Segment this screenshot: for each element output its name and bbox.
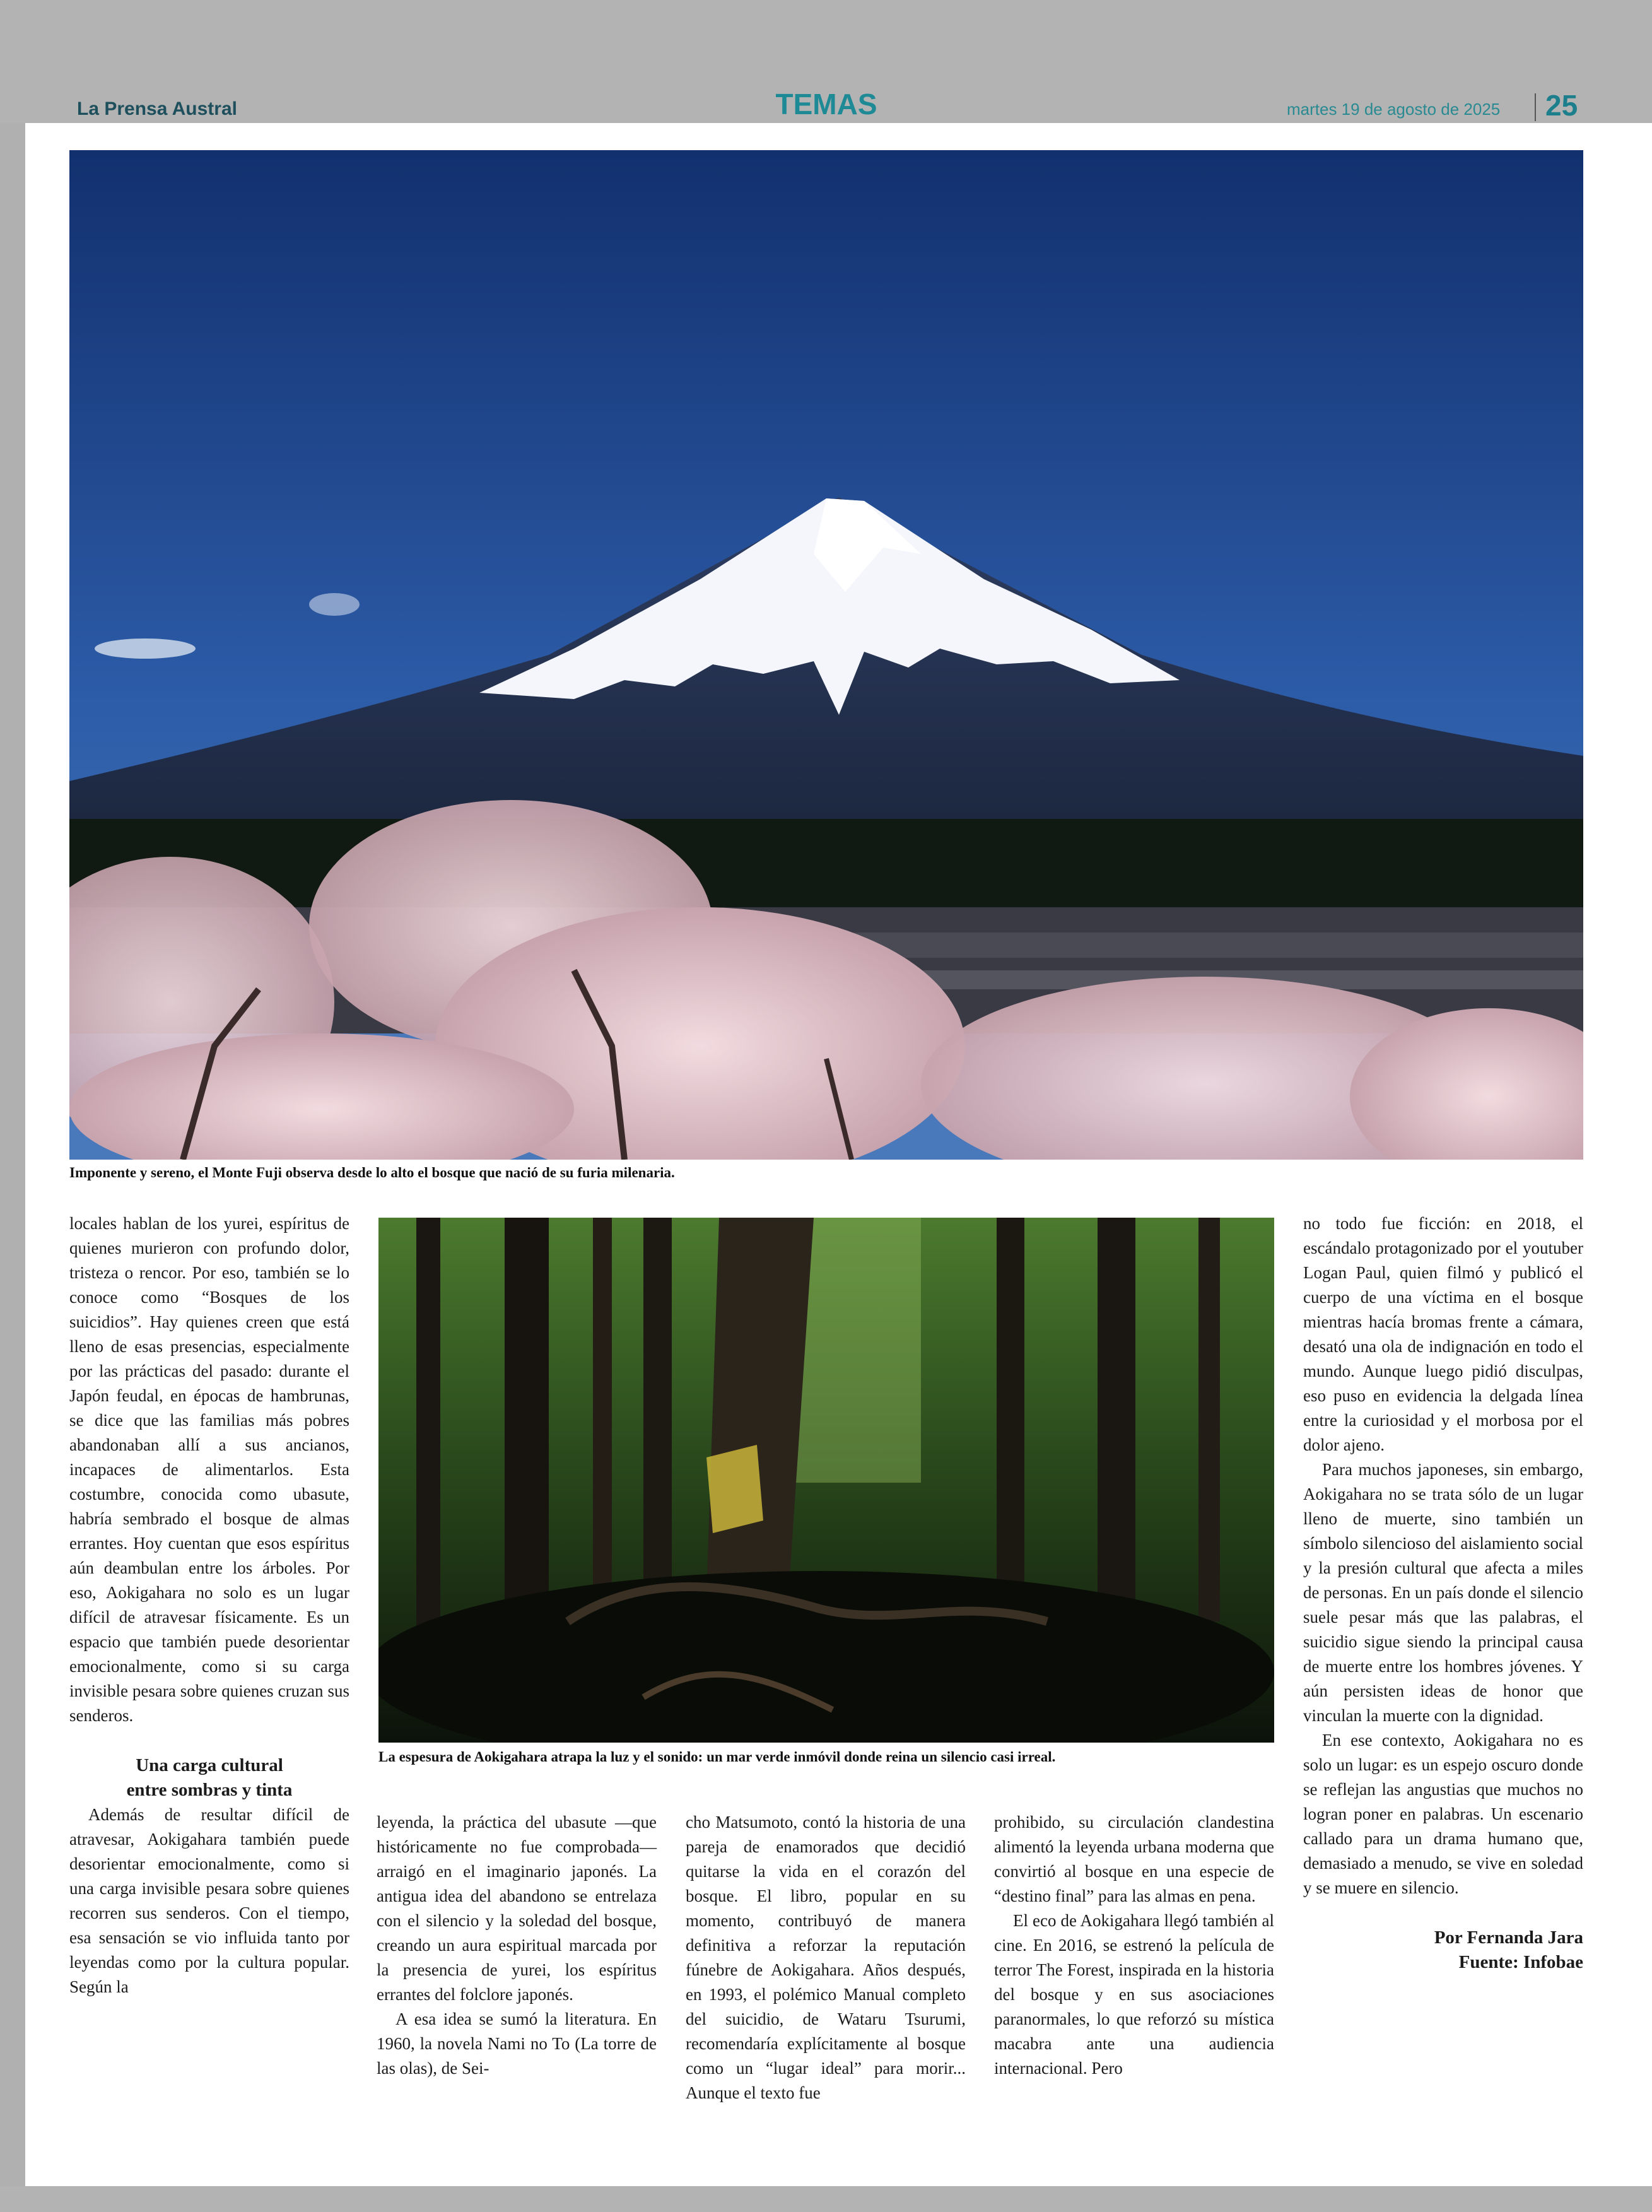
issue-date: martes 19 de agosto de 2025 xyxy=(1287,100,1501,119)
article-column-2 xyxy=(377,1810,657,2081)
bottom-margin xyxy=(0,2186,1652,2212)
paragraph: leyenda, la práctica del ubasute —que históricamente no fue comprobada— arraigó en el imaginario japonés. La antigua idea del abandono se entrelaza con el silencio y la soledad del bosque, creando un aura espiritual marcada por la presencia de yurei, los espíritus errantes del folclore japonés. xyxy=(377,1813,657,2004)
article-column-1 xyxy=(69,1211,349,1999)
article-column-3 xyxy=(686,1810,966,2105)
paragraph: Además de resultar difícil de atravesar, Aokigahara también puede desorientar emocionalmente, como si una carga invisible pesara sobre quienes recorren sus senderos. Con el tiempo, esa sensación se vio influida tanto por leyendas como por la cultura popular. Según la xyxy=(69,1805,349,1996)
paragraph: cho Matsumoto, contó la historia de una pareja de enamorados que decidió quitarse la vida en el corazón del bosque. El libro, popular en su momento, contribuyó de manera definitiva a reforzar la reputación fúnebre de Aokigahara. Años después, en 1993, el polémico Manual completo del suicidio, de Wataru Tsurumi, recomendaría explícitamente al bosque como un “lugar ideal” para morir... Aunque el texto fue xyxy=(686,1813,966,2102)
subheading-line-1: Una carga cultural xyxy=(136,1755,283,1775)
article-column-5 xyxy=(1303,1211,1583,1975)
paragraph: locales hablan de los yurei, espíritus de quienes murieron con profundo dolor, tristeza o rencor. Por eso, también se lo conoce como “Bosques de los suicidios”. Hay quienes creen que está lleno de esas presencias, especialmente por las prácticas del pasado: durante el Japón feudal, en épocas de hambrunas, se dice que las familias más pobres abandonaban allí a sus ancianos, incapaces de alimentarlos. Esta costumbre, conocida como ubasute, habría sembrado el bosque de almas errantes. Hoy cuentan que esos espíritus aún deambulan entre los árboles. Por eso, Aokigahara no solo es un lugar difícil de atravesar físicamente. Es un espacio que también puede desorientar emocionalmente, como si su carga invisible pesara sobre quienes cruzan sus senderos. xyxy=(69,1214,349,1725)
mount-fuji-photo xyxy=(69,150,1583,1160)
byline-author: Por Fernanda Jara xyxy=(1434,1927,1583,1948)
paragraph: no todo fue ficción: en 2018, el escándalo protagonizado por el youtuber Logan Paul, quien filmó y publicó el cuerpo de una víctima en el bosque mientras hacía bromas frente a cámara, desató una ola de indignación en todo el mundo. Aunque luego pidió disculpas, eso puso en evidencia la delgada línea entre la curiosidad y el morbosa por el dolor ajeno. xyxy=(1303,1214,1583,1454)
publication-name: La Prensa Austral xyxy=(77,98,237,119)
header-divider xyxy=(1535,93,1536,121)
paragraph: Para muchos japoneses, sin embargo, Aokigahara no se trata sólo de un lugar lleno de muerte, sino también un símbolo silencioso del aislamiento social y la presión cultural que afecta a miles de personas. En un país donde el silencio suele pesar más que las palabras, el suicidio sigue siendo la principal causa de muerte entre los hombres jóvenes. Y aún persisten ideas de honor que vinculan la muerte con la dignidad. xyxy=(1303,1460,1583,1725)
main-photo-caption: Imponente y sereno, el Monte Fuji observa desde lo alto el bosque que nació de su furia milenaria. xyxy=(69,1165,675,1180)
article-column-4 xyxy=(994,1810,1274,2081)
paragraph: prohibido, su circulación clandestina alimentó la leyenda urbana moderna que convirtió al bosque en una especie de “destino final” para las almas en pena. xyxy=(994,1813,1274,1905)
paragraph: A esa idea se sumó la literatura. En 1960, la novela Nami no To (La torre de las olas), de Sei- xyxy=(377,2009,657,2078)
paragraph: En ese contexto, Aokigahara no es solo un lugar: es un espejo oscuro donde se reflejan las angustias que muchos no logran poner en palabras. Un escenario callado para un drama humano que, demasiado a menudo, se vive en soledad y se muere en silencio. xyxy=(1303,1731,1583,1897)
page-number: 25 xyxy=(1545,89,1578,122)
byline-source: Fuente: Infobae xyxy=(1458,1952,1583,1972)
aokigahara-forest-photo xyxy=(378,1218,1274,1743)
forest-photo-caption: La espesura de Aokigahara atrapa la luz y el sonido: un mar verde inmóvil donde reina un silencio casi irreal. xyxy=(378,1749,1056,1765)
paragraph: El eco de Aokigahara llegó también al cine. En 2016, se estrenó la película de terror The Forest, inspirada en la historia del bosque y en sus asociaciones paranormales, lo que reforzó su mística macabra ante una audiencia internacional. Pero xyxy=(994,1911,1274,2078)
subheading-line-2: entre sombras y tinta xyxy=(126,1780,293,1800)
section-title: TEMAS xyxy=(775,88,877,121)
